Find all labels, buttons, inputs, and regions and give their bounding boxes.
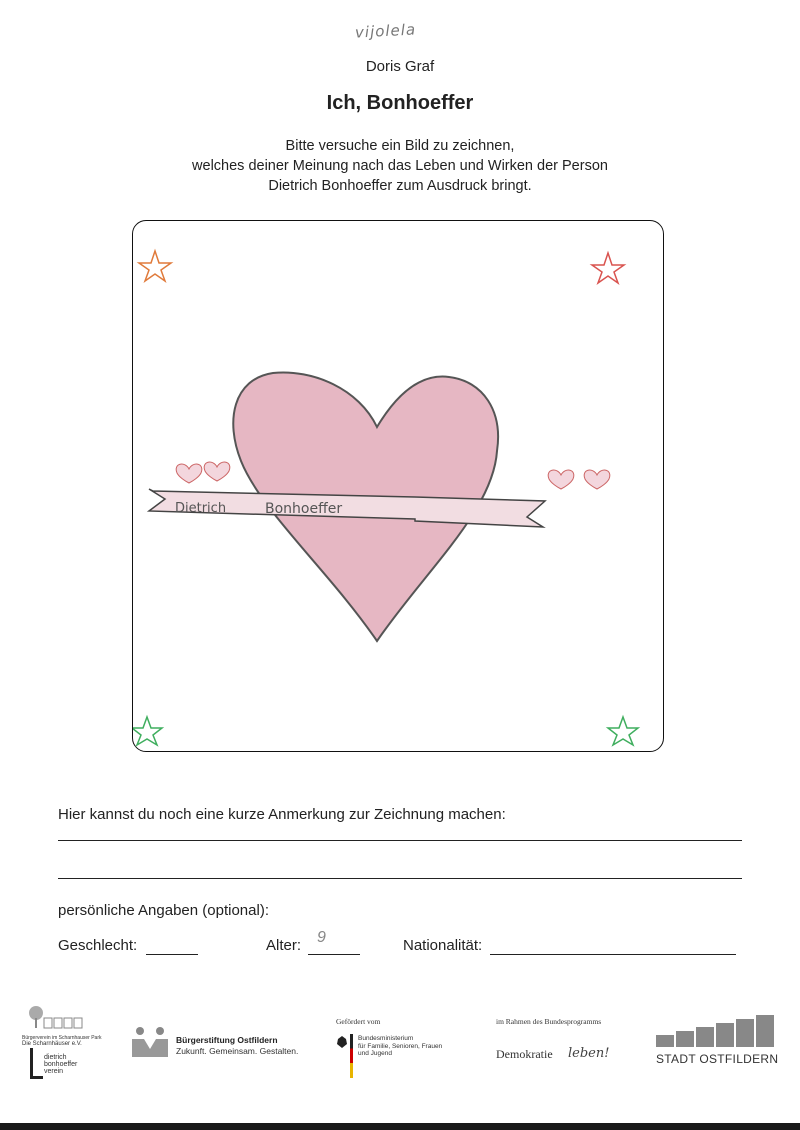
banner-text: Bonhoeffer <box>265 501 343 517</box>
nationality-label: Nationalität: <box>403 937 483 954</box>
star-icon <box>133 717 162 745</box>
star-icon <box>139 251 171 281</box>
logo-text: verein <box>44 1068 64 1075</box>
people-icon <box>130 1025 170 1059</box>
age-field[interactable] <box>308 954 360 955</box>
gender-label: Geschlecht: <box>58 937 138 954</box>
logo-text: dietrich <box>44 1054 67 1061</box>
bars-icon <box>656 1013 776 1047</box>
logo-title: STADT OSTFILDERN <box>656 1052 779 1066</box>
logo-text: für Familie, Senioren, Frauen <box>358 1042 443 1050</box>
note-line[interactable] <box>58 878 742 879</box>
gender-field[interactable] <box>146 954 198 955</box>
logo-title: Bürgerstiftung Ostfildern <box>176 1035 278 1045</box>
author-name: Doris Graf <box>365 58 435 75</box>
note-label: Hier kannst du noch eine kurze Anmerkung zur Zeichnung machen: <box>58 806 506 823</box>
age-value: 9 <box>317 929 326 946</box>
logo-demokratie-leben <box>496 1017 636 1061</box>
nationality-field[interactable] <box>490 954 736 955</box>
instruction-line: welches deiner Meinung nach das Leben und Wirken der Person <box>192 158 608 174</box>
small-heart-icon <box>584 470 610 489</box>
small-heart-icon <box>204 462 230 481</box>
b-mark-icon <box>30 1048 43 1079</box>
star-icon <box>608 717 638 745</box>
instruction-line: Bitte versuche ein Bild zu zeichnen, <box>285 138 515 154</box>
logo-text: Demokratie <box>496 1047 553 1061</box>
logo-bmfsfj <box>336 1017 466 1057</box>
logo-header: im Rahmen des Bundesprogramms <box>496 1017 602 1026</box>
logo-tagline: Zukunft. Gemeinsam. Gestalten. <box>176 1046 299 1056</box>
star-icon <box>592 253 624 283</box>
scan-edge <box>0 1123 800 1130</box>
logo-stadt-ostfildern <box>656 1013 778 1066</box>
personal-info-heading: persönliche Angaben (optional): <box>58 902 269 919</box>
logo-header: Gefördert vom <box>336 1017 381 1026</box>
heart-drawing <box>133 221 663 751</box>
logo-buergerverein <box>22 1004 102 1048</box>
age-label: Alter: <box>266 937 302 954</box>
eagle-icon <box>336 1035 348 1049</box>
flag-stripe <box>350 1034 353 1078</box>
small-heart-icon <box>176 464 202 483</box>
logo-text: bonhoeffer <box>44 1061 78 1068</box>
note-line[interactable] <box>58 840 742 841</box>
instructions <box>0 136 800 196</box>
logo-text: Die Scharnhäuser e.V. <box>22 1041 82 1047</box>
handwritten-name: vijolela <box>354 20 417 42</box>
instruction-line: Dietrich Bonhoeffer zum Ausdruck bringt. <box>268 178 532 194</box>
page-title: Ich, Bonhoeffer <box>326 92 474 114</box>
tree-icon <box>22 1004 92 1030</box>
drawing-frame <box>132 220 664 752</box>
logo-text: und Jugend <box>358 1050 392 1057</box>
small-heart-icon <box>548 470 574 489</box>
logo-text: Bürgerverein im Scharnhauser Park <box>22 1035 102 1041</box>
logo-text: Bundesministerium <box>358 1035 414 1042</box>
banner-text: Dietrich <box>175 501 227 516</box>
logo-text: leben! <box>568 1046 610 1061</box>
